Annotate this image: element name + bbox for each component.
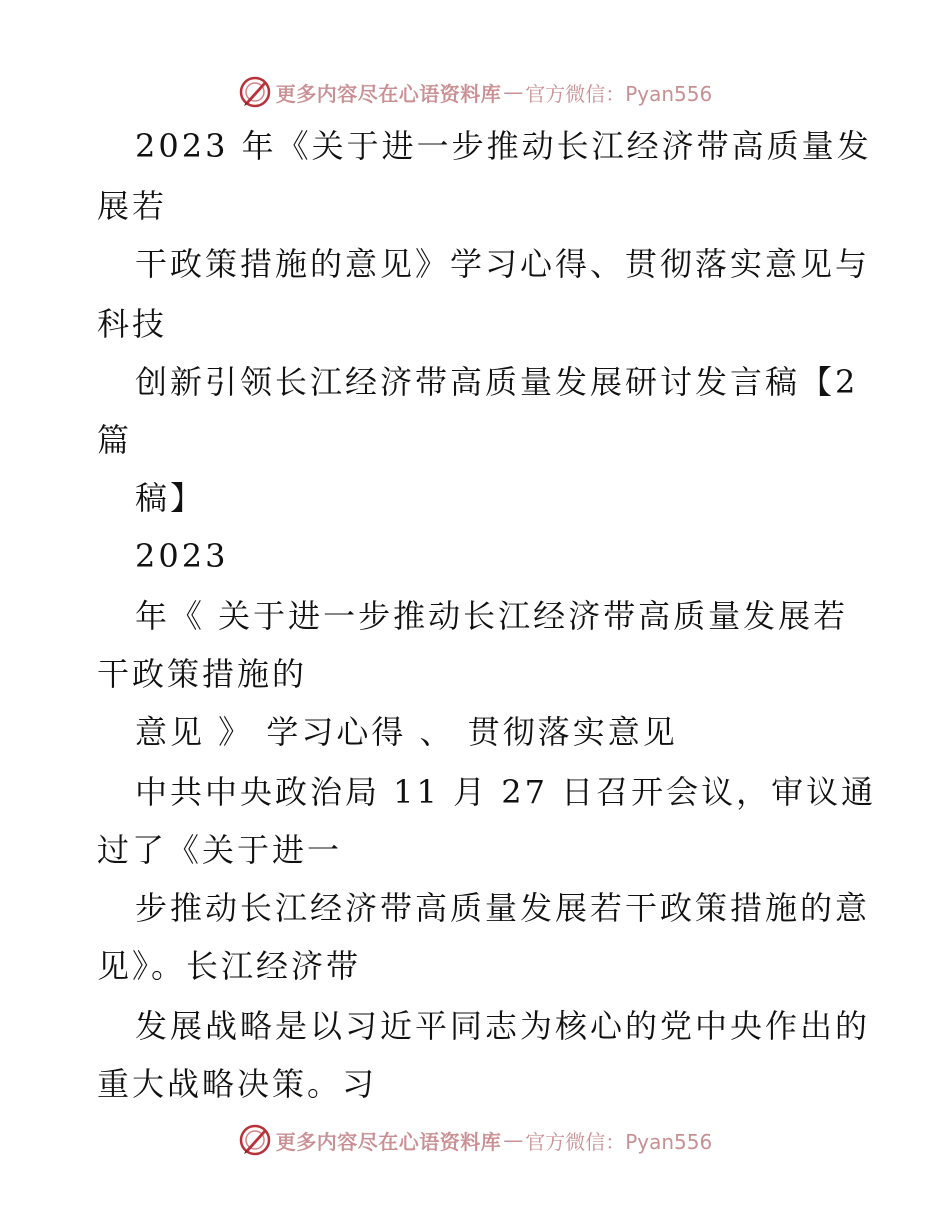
body-line-4: 意见 》 学习心得 、 贯彻落实意见	[135, 713, 678, 751]
title-line-5: 创新引领长江经济带高质量发展研讨发言稿【2	[135, 363, 859, 401]
header-banner-text: 更多内容尽在心语资料库	[275, 81, 502, 106]
title-line-4: 科技	[97, 305, 168, 343]
body-line-8: 见》。长江经济带	[97, 947, 362, 985]
body-line-2: 年《 关于进一步推动长江经济带高质量发展若	[135, 597, 849, 635]
title-line-6: 篇	[97, 421, 133, 459]
body-line-3: 干政策措施的	[97, 655, 308, 693]
body-line-5: 中共中央政治局 11 月 27 日召开会议，审议通	[135, 773, 877, 811]
header-banner-separator: —	[503, 80, 524, 104]
pen-logo-icon	[238, 1123, 272, 1157]
title-line-1: 2023 年《关于进一步推动长江经济带高质量发	[135, 127, 872, 165]
title-line-7: 稿】	[135, 479, 206, 517]
body-line-9: 发展战略是以习近平同志为核心的党中央作出的	[135, 1007, 871, 1045]
body-line-1: 2023	[135, 537, 229, 575]
title-line-2: 展若	[97, 187, 168, 225]
pen-logo-icon	[238, 75, 272, 109]
header-watermark-banner	[0, 72, 950, 112]
footer-banner-contact: 官方微信：Pyan556	[525, 1129, 713, 1154]
body-line-7: 步推动长江经济带高质量发展若干政策措施的意	[135, 889, 871, 927]
footer-banner-separator: —	[503, 1128, 524, 1152]
header-banner-contact: 官方微信：Pyan556	[525, 81, 713, 106]
body-line-6: 过了《关于进一	[97, 831, 343, 869]
body-line-10: 重大战略决策。习	[97, 1065, 378, 1103]
title-line-3: 干政策措施的意见》学习心得、贯彻落实意见与	[135, 245, 871, 283]
footer-banner-text: 更多内容尽在心语资料库	[275, 1129, 502, 1154]
footer-watermark-banner	[0, 1120, 950, 1160]
